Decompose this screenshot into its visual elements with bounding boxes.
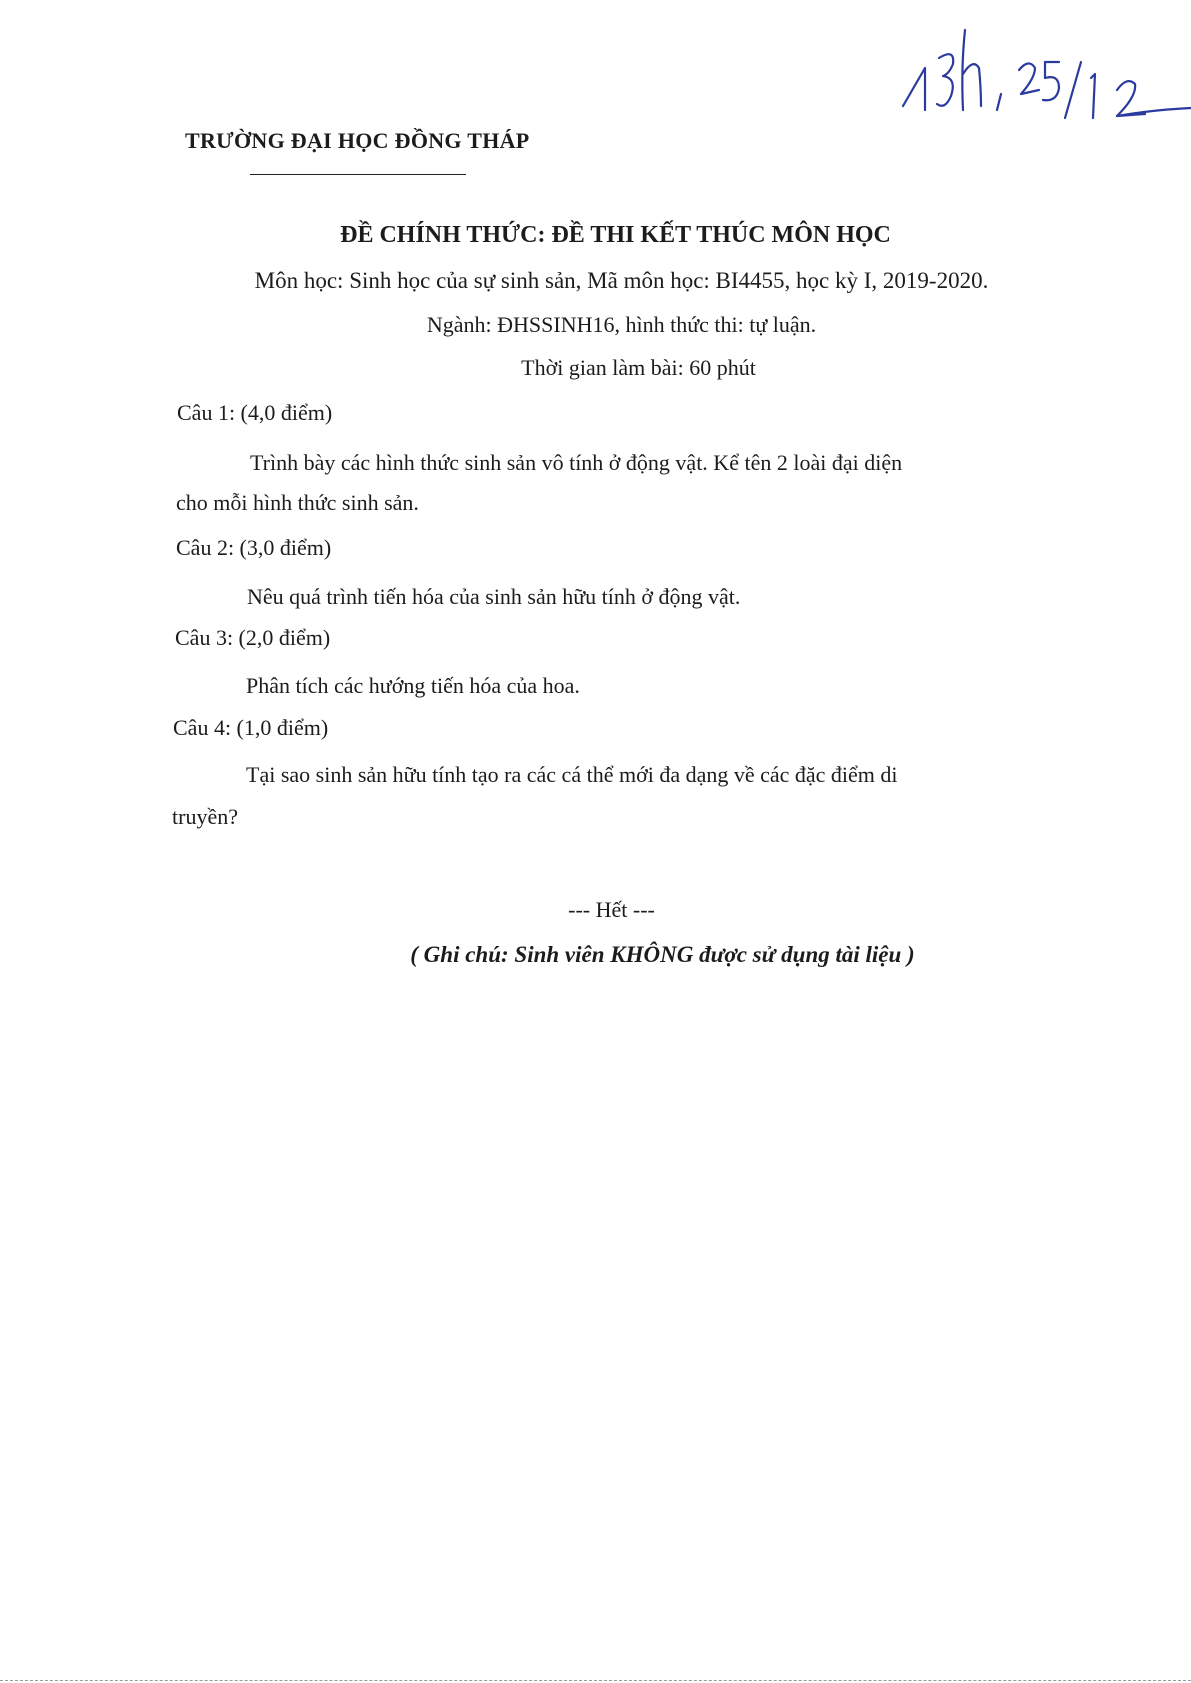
question-3-text: Phân tích các hướng tiến hóa của hoa. (246, 673, 580, 698)
exam-duration: Thời gian làm bài: 60 phút (521, 355, 756, 380)
course-info: Môn học: Sinh học của sự sinh sản, Mã môn học: BI4455, học kỳ I, 2019-2020. (254, 268, 989, 293)
question-2-label: Câu 2: (3,0 điểm) (176, 535, 332, 560)
exam-title: ĐỀ CHÍNH THỨC: ĐỀ THI KẾT THÚC MÔN HỌC (340, 222, 891, 248)
page-bottom-edge (0, 1680, 1191, 1681)
question-4-text-line-1: Tại sao sinh sản hữu tính tạo ra các cá thể mới đa dạng về các đặc điểm di (246, 762, 898, 787)
handwritten-annotation (895, 18, 1191, 128)
question-2-text: Nêu quá trình tiến hóa của sinh sản hữu tính ở động vật. (247, 584, 741, 609)
exam-note: ( Ghi chú: Sinh viên KHÔNG được sử dụng tài liệu ) (410, 942, 915, 967)
school-name-underline (250, 174, 466, 175)
question-1-text-line-1: Trình bày các hình thức sinh sản vô tính ở động vật. Kể tên 2 loài đại diện (250, 450, 903, 475)
major-info: Ngành: ĐHSSINH16, hình thức thi: tự luận. (426, 312, 817, 337)
question-3-label: Câu 3: (2,0 điểm) (175, 625, 331, 650)
end-marker: --- Hết --- (568, 897, 655, 922)
question-1-text-line-2: cho mỗi hình thức sinh sản. (176, 490, 419, 515)
question-4-text-line-2: truyền? (172, 804, 238, 829)
question-4-label: Câu 4: (1,0 điểm) (173, 715, 329, 740)
question-1-label: Câu 1: (4,0 điểm) (177, 400, 333, 425)
school-name: TRƯỜNG ĐẠI HỌC ĐỒNG THÁP (185, 128, 530, 153)
